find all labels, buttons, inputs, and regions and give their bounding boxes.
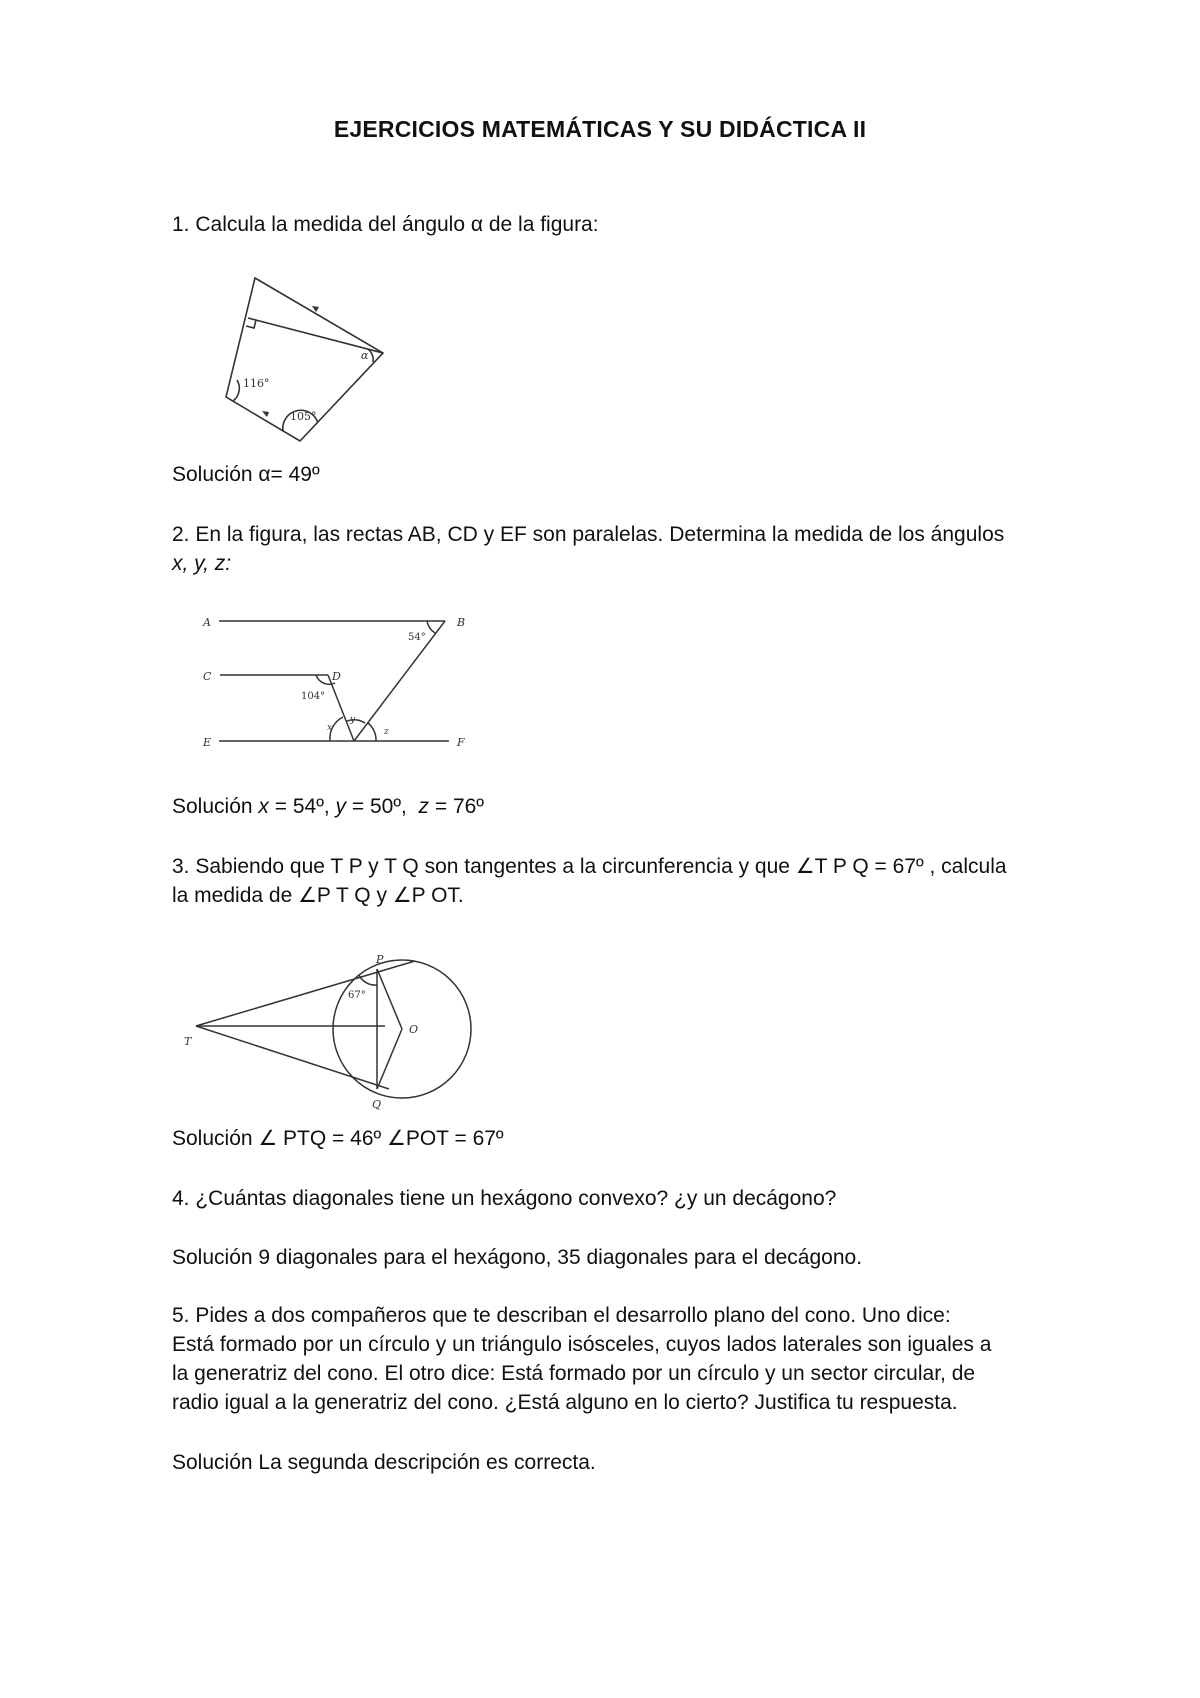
z-label: z xyxy=(384,727,389,737)
solution-z-value: = 76º xyxy=(429,795,484,818)
question-3-text-line-1: 3. Sabiendo que T P y T Q son tangentes a la circunferencia y que ∠T P Q = 67º , calcula xyxy=(172,855,1007,878)
solution-x-value: = 54º, xyxy=(268,795,336,818)
segment-b-to-ef xyxy=(354,621,445,741)
angle-116-label: 116° xyxy=(243,377,270,390)
point-d-label: D xyxy=(332,670,341,683)
x-label: x xyxy=(327,723,333,733)
right-angle-mark xyxy=(246,320,256,328)
angle-54-label: 54° xyxy=(408,632,426,643)
radius-oq xyxy=(377,1029,402,1089)
solution-x-var: x xyxy=(258,795,269,818)
point-o-label: O xyxy=(409,1023,419,1036)
tangent-tq xyxy=(196,1026,389,1089)
question-1-solution: Solución α= 49º xyxy=(172,463,320,486)
question-3-text-line-2: la medida de ∠P T Q y ∠P OT. xyxy=(172,884,464,907)
question-5-line-1: 5. Pides a dos compañeros que te describan el desarrollo plano del cono. Uno dice: xyxy=(172,1304,951,1327)
point-c-label: C xyxy=(203,670,212,683)
point-b-label: B xyxy=(457,616,466,629)
solution-y-var: y xyxy=(335,795,347,818)
solution-y-value: = 50º, xyxy=(346,795,419,818)
question-5-line-2: Está formado por un círculo y un triángulo isósceles, cuyos lados laterales son iguales a xyxy=(172,1333,992,1356)
angle-arc-z xyxy=(368,723,376,741)
angle-arc-54 xyxy=(427,621,435,633)
question-1-text: 1. Calcula la medida del ángulo α de la figura: xyxy=(172,213,599,236)
question-2-text-line-2: x, y, z: xyxy=(172,552,232,575)
question-5-line-3: la generatriz del cono. El otro dice: Está formado por un círculo y un sector circular, de xyxy=(172,1362,976,1385)
question-5-line-4: radio igual a la generatriz del cono. ¿Está alguno en lo cierto? Justifica tu respuesta. xyxy=(172,1391,958,1414)
point-e-label: E xyxy=(203,736,212,749)
angle-104-label: 104° xyxy=(301,691,326,702)
tangent-circle-figure xyxy=(180,945,480,1115)
perpendicular-segment xyxy=(248,318,383,353)
angle-67-label: 67° xyxy=(348,990,366,1001)
radius-op xyxy=(377,969,402,1029)
angle-arc-116 xyxy=(233,380,239,401)
quadrilateral-figure xyxy=(220,270,400,445)
point-q-label: Q xyxy=(372,1098,382,1111)
question-2-text-line-1: 2. En la figura, las rectas AB, CD y EF son paralelas. Determina la medida de los ángulos xyxy=(172,523,1005,546)
question-4-solution: Solución 9 diagonales para el hexágono, 35 diagonales para el decágono. xyxy=(172,1246,863,1269)
question-3-solution: Solución ∠ PTQ = 46º ∠POT = 67º xyxy=(172,1127,504,1150)
point-t-label: T xyxy=(184,1035,192,1048)
alpha-label: α xyxy=(361,349,369,362)
angle-105-label: 105° xyxy=(290,410,317,423)
question-2-solution xyxy=(172,793,484,821)
point-p-label: P xyxy=(376,953,384,966)
parallel-arrow-bottom xyxy=(262,411,269,417)
parallel-lines-figure xyxy=(195,605,475,750)
solution-z-var: z xyxy=(418,795,430,818)
tangent-tp xyxy=(196,961,415,1026)
solution-label: Solución xyxy=(172,795,253,818)
question-5-solution: Solución La segunda descripción es correcta. xyxy=(172,1451,596,1474)
question-4-text: 4. ¿Cuántas diagonales tiene un hexágono convexo? ¿y un decágono? xyxy=(172,1187,837,1210)
point-a-label: A xyxy=(203,616,211,629)
y-label: y xyxy=(350,715,356,725)
point-f-label: F xyxy=(457,736,465,749)
page-title: EJERCICIOS MATEMÁTICAS Y SU DIDÁCTICA II xyxy=(333,116,867,142)
